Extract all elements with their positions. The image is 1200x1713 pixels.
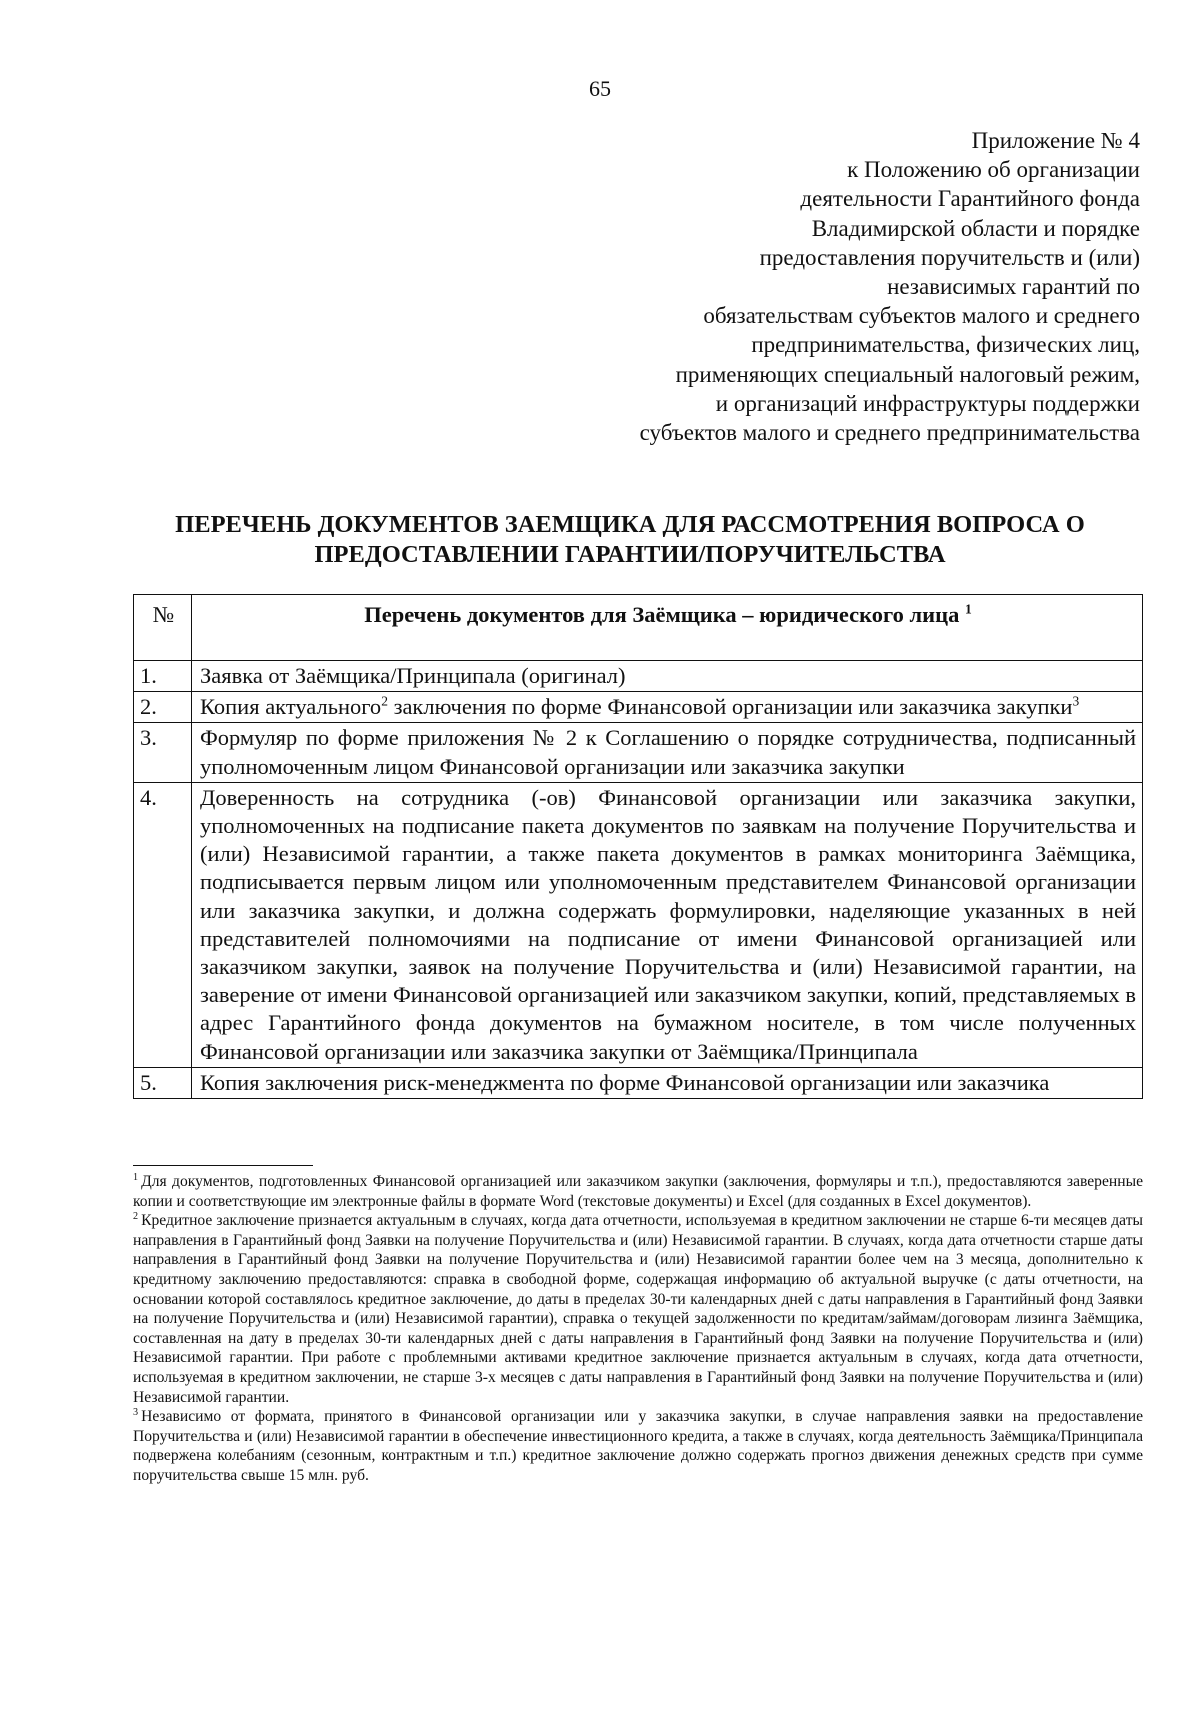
footnote — [133, 1407, 1143, 1485]
row-number: 1. — [134, 661, 192, 692]
table-row — [134, 1067, 1143, 1098]
documents-table — [133, 594, 1143, 1099]
row-text — [192, 692, 1143, 723]
title-line: ПЕРЕЧЕНЬ ДОКУМЕНТОВ ЗАЕМЩИКА ДЛЯ РАССМОТРЕНИЯ ВОПРОСА О — [175, 511, 1085, 538]
appendix-line: Владимирской области и порядке — [811, 215, 1140, 241]
row-text: Копия заключения риск-менеджмента по форме Финансовой организации или заказчика — [192, 1067, 1143, 1098]
footnote — [133, 1172, 1143, 1211]
appendix-line: предоставления поручительств и (или) — [759, 244, 1140, 270]
row-number: 4. — [134, 782, 192, 1067]
footnote — [133, 1211, 1143, 1407]
table-row — [134, 661, 1143, 692]
footnotes — [133, 1172, 1143, 1486]
table-row — [134, 723, 1143, 782]
row-text: Заявка от Заёмщика/Принципала (оригинал) — [192, 661, 1143, 692]
table-header-row — [134, 595, 1143, 661]
appendix-line: применяющих специальный налоговый режим, — [675, 361, 1140, 387]
title-line: ПРЕДОСТАВЛЕНИИ ГАРАНТИИ/ПОРУЧИТЕЛЬСТВА — [314, 541, 946, 568]
appendix-line: Приложение № 4 — [971, 128, 1140, 153]
appendix-line: независимых гарантий по — [887, 274, 1140, 300]
footnote-mark: 1 — [133, 1171, 139, 1183]
footnote-ref: 3 — [1072, 693, 1080, 709]
footnote-ref: 2 — [381, 693, 388, 709]
column-header-documents-label: Перечень документов для Заёмщика – юридического лица — [364, 602, 960, 627]
row-text-part: Копия актуального — [200, 694, 382, 720]
column-header-documents — [192, 595, 1143, 661]
appendix-line: и организаций инфраструктуры поддержки — [715, 390, 1140, 416]
footnote-text: Независимо от формата, принятого в Финансовой организации или у заказчика закупки, в случае направления заявки на предоставление Поручительства и (или) Независимой гарантии в обеспечение инвестиционного кредита, а также в случаях, когда деятельность Заёмщика/Принципала подвержена колебаниям (сезонным, контрактным и т.п.) кредитное заключение должно содержать прогноз движения денежных средств при сумме поручительства свыше 15 млн. руб. — [133, 1408, 1143, 1484]
appendix-line: обязательствам субъектов малого и среднего — [703, 303, 1140, 329]
row-number: 5. — [134, 1067, 192, 1098]
footnote-mark: 3 — [133, 1406, 139, 1418]
appendix-reference — [500, 126, 1140, 447]
table-row — [134, 782, 1143, 1067]
row-text: Формуляр по форме приложения № 2 к Соглашению о порядке сотрудничества, подписанный уполномоченным лицом Финансовой организации или заказчика закупки — [192, 723, 1143, 782]
footnote-text: Для документов, подготовленных Финансовой организацией или заказчиком закупки (заключения, формуляры и т.п.), предоставляются заверенные копии и соответствующие им электронные файлы в формате Word (текстовые документы) и Excel (для созданных в Excel документов). — [133, 1173, 1143, 1210]
appendix-line: субъектов малого и среднего предпринимательства — [639, 420, 1140, 446]
appendix-line: деятельности Гарантийного фонда — [800, 186, 1140, 212]
appendix-line: к Положению об организации — [847, 157, 1140, 183]
row-number: 3. — [134, 723, 192, 782]
column-header-number: № — [134, 595, 192, 661]
page-number: 65 — [589, 76, 611, 101]
footnote-divider — [133, 1165, 313, 1166]
footnote-ref: 1 — [964, 601, 972, 617]
row-text-part: заключения по форме Финансовой организации или заказчика закупки — [387, 694, 1073, 720]
row-text: Доверенность на сотрудника (-ов) Финансовой организации или заказчика закупки, уполномоченных на подписание пакета документов по заявкам на получение Поручительства и (или) Независимой гарантии, а также пакета документов в рамках мониторинга Заёмщика, подписывается первым лицом или уполномоченным представителем Финансовой организации или заказчика закупки, и должна содержать формулировки, наделяющие указанных в ней представителей полномочиями на подписание от имени Финансовой организацией или заказчиком закупки, заявок на получение Поручительства и (или) Независимой гарантии, на заверение от имени Финансовой организацией или заказчиком закупки, копий, представляемых в адрес Гарантийного фонда документов на бумажном носителе, в том числе полученных Финансовой организации или заказчика закупки от Заёмщика/Принципала — [192, 782, 1143, 1067]
document-title — [120, 510, 1140, 570]
appendix-line: предпринимательства, физических лиц, — [751, 332, 1140, 358]
footnote-text: Кредитное заключение признается актуальным в случаях, когда дата отчетности, используемая в кредитном заключении не старше 6-ти месяцев даты направления в Гарантийный фонд Заявки на получение Поручительства и (или) Независимой гарантии. В случаях, когда дата отчетности старше даты направления в Гарантийный фонд Заявки на получение Поручительства и (или) Независимой гарантии более чем на 3 месяца, дополнительно к кредитному заключению предоставляются: справка в свободной форме, содержащая информацию об актуальной выручке (с даты отчетности, на основании которой составлялось кредитное заключение, до даты в пределах 30-ти календарных дней с даты направления в Гарантийный фонд Заявки на получение Поручительства и (или) Независимой гарантии), справка о текущей задолженности по кредитам/займам/договорам лизинга Заёмщика, составленная на дату в пределах 30-ти календарных дней с даты направления в Гарантийный фонд Заявки на получение Поручительства и (или) Независимой гарантии. При работе с проблемными активами кредитное заключение признается актуальным в случаях, когда дата отчетности, используемая в кредитном заключении, не старше 3-х месяцев с даты направления в Гарантийный фонд Заявки на получение Поручительства и (или) Независимой гарантии. — [133, 1212, 1143, 1406]
row-number: 2. — [134, 692, 192, 723]
table-row — [134, 692, 1143, 723]
footnote-mark: 2 — [133, 1211, 139, 1222]
